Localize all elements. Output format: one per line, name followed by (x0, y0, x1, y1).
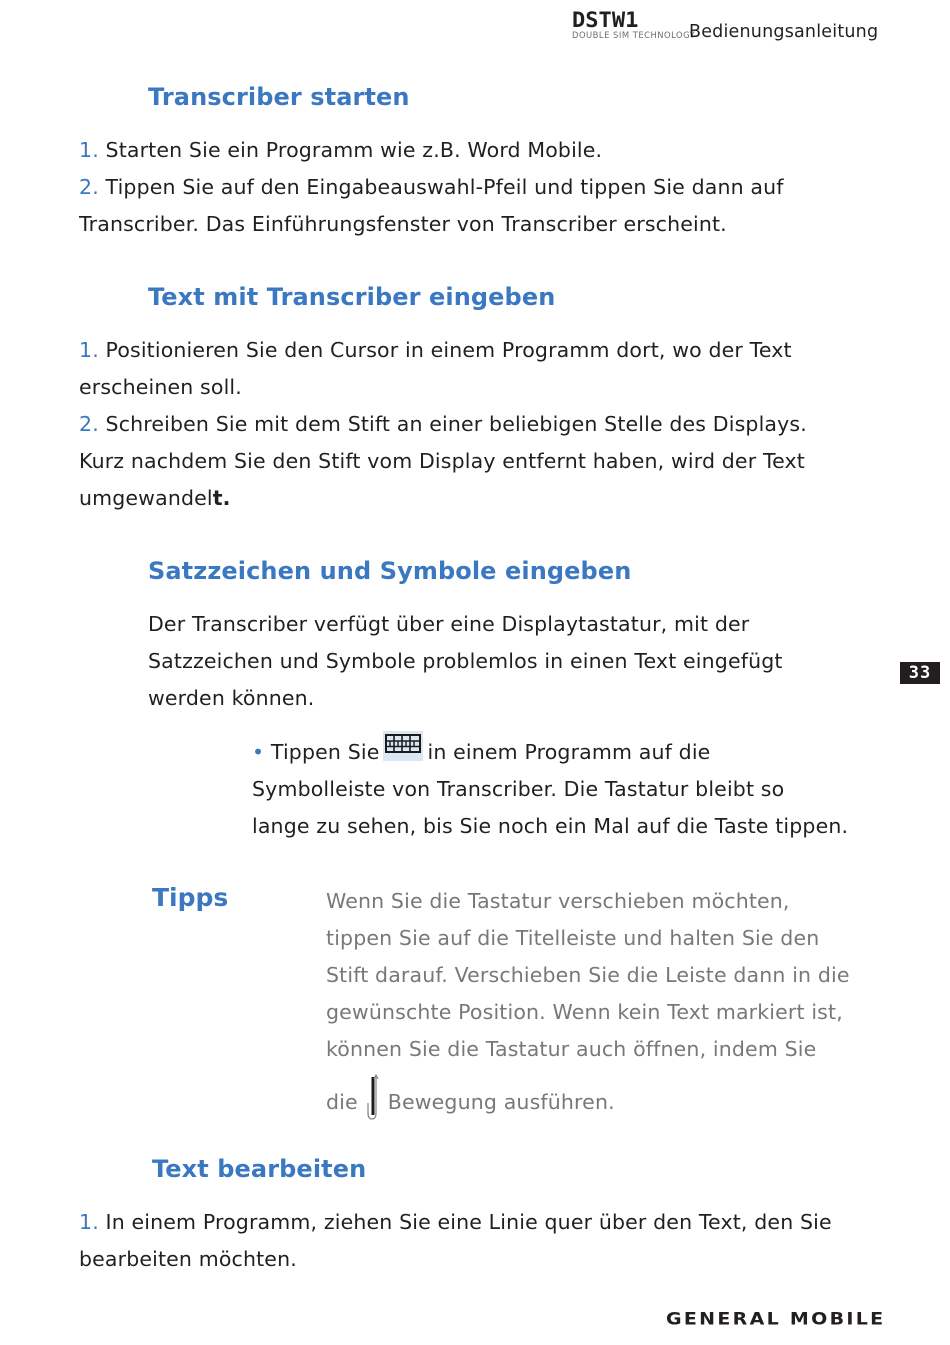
list-item (79, 332, 807, 369)
tip-text: Bewegung ausführen. (387, 1090, 615, 1114)
list-item-text: Schreiben Sie mit dem Stift an einer beliebigen Stelle des Displays. (105, 412, 807, 436)
heading-satzzeichen: Satzzeichen und Symbole eingeben (148, 557, 632, 585)
document-type-label: Bedienungsanleitung (689, 22, 879, 42)
list-item-text: In einem Programm, ziehen Sie eine Linie quer über den Text, den Sie (105, 1210, 832, 1234)
list-item (79, 169, 784, 206)
heading-text-bearbeiten: Text bearbeiten (152, 1155, 367, 1183)
tip-text: die (326, 1090, 358, 1114)
list-number: 2. (79, 412, 99, 436)
bullet-text: Tippen Sie (270, 740, 380, 764)
list-item-text: Tippen Sie auf den Eingabeauswahl-Pfeil und tippen Sie dann auf (105, 175, 784, 199)
list-item-continuation: Kurz nachdem Sie den Stift vom Display entfernt haben, wird der Text (79, 449, 805, 473)
list-item (79, 132, 784, 169)
section-3-bullet (252, 731, 848, 845)
tip-line: Wenn Sie die Tastatur verschieben möchten, (326, 889, 790, 913)
page-number: 33 (908, 663, 932, 683)
list-number: 1. (79, 138, 99, 162)
heading-transcriber-starten: Transcriber starten (148, 83, 410, 111)
bullet-dot: • (252, 740, 265, 764)
list-item-continuation: erscheinen soll. (79, 375, 242, 399)
bullet-line: lange zu sehen, bis Sie noch ein Mal auf die Taste tippen. (252, 814, 849, 838)
stroke-gesture-icon (362, 1073, 384, 1121)
section-1-list (79, 132, 784, 243)
tips-text (326, 883, 850, 1121)
page-number-badge (900, 662, 940, 684)
logo-subtitle: DOUBLE SIM TECHNOLOGY (572, 30, 696, 40)
list-item-continuation: Transcriber. Das Einführungsfenster von Transcriber erscheint. (79, 212, 727, 236)
heading-text-eingeben: Text mit Transcriber eingeben (148, 283, 556, 311)
list-number: 1. (79, 338, 99, 362)
tip-line: können Sie die Tastatur auch öffnen, indem Sie (326, 1037, 817, 1061)
list-item-text: Starten Sie ein Programm wie z.B. Word Mobile. (105, 138, 603, 162)
bullet-line: Symbolleiste von Transcriber. Die Tastatur bleibt so (252, 777, 785, 801)
paragraph-line: Der Transcriber verfügt über eine Displaytastatur, mit der (148, 612, 750, 636)
bold-text: t. (212, 486, 231, 510)
tips-label: Tipps (152, 883, 229, 912)
list-item (79, 406, 807, 443)
list-item (79, 1204, 832, 1241)
tip-line: gewünschte Position. Wenn kein Text markiert ist, (326, 1000, 843, 1024)
list-item-text: umgewandel (79, 486, 213, 510)
list-item-continuation: bearbeiten möchten. (79, 1247, 297, 1271)
tip-line (326, 1073, 850, 1121)
section-2-list (79, 332, 807, 517)
list-item-continuation (79, 480, 807, 517)
paragraph-line: werden können. (148, 686, 315, 710)
tip-line: Stift darauf. Verschieben Sie die Leiste dann in die (326, 963, 850, 987)
list-number: 1. (79, 1210, 99, 1234)
list-item-text: Positionieren Sie den Cursor in einem Programm dort, wo der Text (105, 338, 792, 362)
bullet-line (252, 731, 848, 771)
section-4-list (79, 1204, 832, 1278)
paragraph-line: Satzzeichen und Symbole problemlos in einen Text eingefügt (148, 649, 783, 673)
tip-line: tippen Sie auf die Titelleiste und halten Sie den (326, 926, 820, 950)
keyboard-icon (383, 731, 423, 761)
list-number: 2. (79, 175, 99, 199)
section-3-paragraph (148, 606, 783, 717)
general-mobile-logo: GENERAL MOBILE (666, 1309, 886, 1329)
bullet-text: in einem Programm auf die (427, 740, 711, 764)
dstw1-logo: DSTW1 (572, 8, 639, 32)
